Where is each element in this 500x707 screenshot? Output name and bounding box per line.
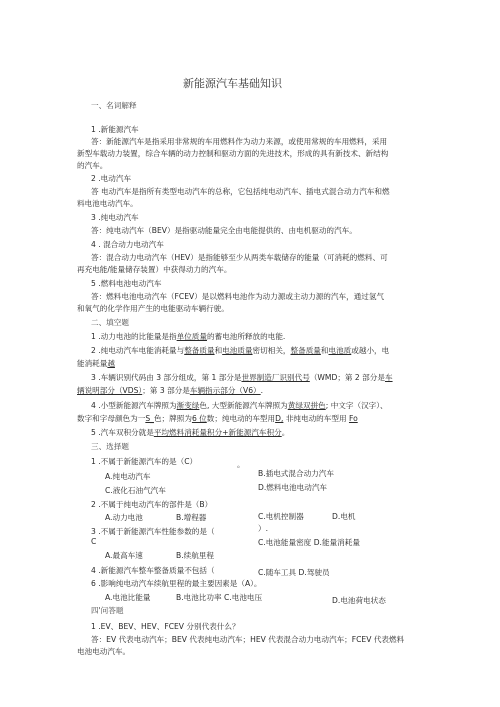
fill-text: 数；纯电动的车型用 [206,414,276,423]
choice-option: C.液化石油气汽车 [105,486,166,495]
fill-text: ；第 3 部分是 [142,386,190,395]
choice-option: B.增程器 [176,513,207,522]
section-heading-qa: 四'问答题 [91,606,124,615]
fill-answer: 世界制造厂识别代号 [241,373,310,382]
fill-answer: 辆说明部分（VDS） [77,386,143,395]
fill-text: 密切相关， [252,346,291,355]
section-heading-fill: 二、填空题 [91,318,129,327]
fill-answer: 整备质量 [184,346,215,355]
fill-text: 数字和字母颜色为一 [77,414,146,423]
fill-answer: 黄绿双拼色 [287,401,326,410]
choice-option: A.动力电池 [105,513,143,522]
choice-option: D.电池荷电状态 [332,596,386,605]
fill-answer: Fo [348,414,358,423]
fill-text: 非纯电动的车型用 [283,414,349,423]
fill-question-3 [91,373,393,383]
fill-text: 5 .汽车双积分就是 [91,428,154,437]
section-heading-terms: 一、名词解释 [91,101,137,110]
fill-text: ; 中文字（汉字）、 [325,401,388,410]
choice-question-1: 1 .不属于新能源汽车的是（C） [91,457,198,466]
fill-question-3-cont [77,386,263,396]
fill-question-2 [91,346,389,356]
term-heading: 2 .电动汽车 [91,174,132,183]
term-answer-line: 的汽车。 [77,161,108,170]
fill-answer: 平均燃料消耗量积分+新能源汽车积分 [153,428,282,437]
choice-answer: C [91,537,97,546]
choice-mark: 。 [237,460,245,469]
fill-answer: 车 [384,373,393,382]
fill-answer: 电池质量 [222,346,253,355]
fill-question-2-cont [77,359,115,369]
fill-answer: 车辆指示部分（V6） [189,386,261,395]
fill-question-1 [91,332,285,342]
fill-text: 3 .车辆识别代码由 3 部分组成，第 1 部分是 [91,373,242,382]
fill-text: （WMD；第 2 部分是 [309,373,385,382]
fill-question-4 [91,401,388,411]
term-answer-line: 答：纯电动汽车（BEV）是指驱动能量完全由电能提供的、由电机驱动的汽车。 [91,226,357,235]
choice-option: A.电池比能量 [105,593,151,602]
choice-option: D.电机 [332,512,356,521]
choice-option: A.纯电动汽车 [105,472,151,481]
fill-answer: 单位质量 [176,332,207,341]
fill-text: 4 .小型新能源汽车牌照为 [91,401,177,410]
term-heading: 4 . 混合动力电动汽车 [91,240,164,249]
choice-option: B.插电式混合动力汽车 [258,469,334,478]
term-answer-line: 答：新能源汽车是指采用非常规的车用燃料作为动力来源，或使用常规的车用燃料，采用 [91,137,388,146]
fill-text: 的蓄电池所释放的电能. [206,332,286,341]
fill-answer: 越 [107,359,115,368]
choice-option: D.燃料电池电动汽车 [258,483,328,492]
term-answer-line: 答 电动汽车是指所有类型电动汽车的总称，它包括纯电动汽车、插电式混合动力汽车和燃 [91,187,390,196]
section-heading-choice: 三、选择题 [91,442,129,451]
choice-option: B.续航里程 [176,551,214,560]
fill-answer: S_ [145,414,154,423]
term-heading: 3 .纯电动汽车 [91,213,139,222]
fill-text: 色, 大型新能源汽车牌照为 [199,401,288,410]
qa-answer-line: 答：EV 代表电动汽车；BEV 代表纯电动汽车；HEV 代表混合动力电动汽车；FCEV 代表燃料 [91,635,405,644]
choice-option: C.电池能量密度 D.能量消耗量 [258,538,360,547]
term-answer-line: 再充电能/能量储存装置）中获得动力的汽车。 [77,265,232,274]
term-answer-line: 新型车载动力装置，综合车辆的动力控制和驱动方面的先进技术，形成的具有新技术、新结构 [77,149,389,158]
qa-question-1: 1 .EV、BEV、HEV、FCEV 分别代表什么？ [91,622,240,631]
term-answer-line: 答：混合动力电动汽车（HEV）是指能够至少从两类车载储存的能量（可消耗的燃料、可 [91,253,388,262]
fill-text: 能消耗量 [77,359,108,368]
choice-option: C.随车工具 D.驾驶员 [258,568,330,577]
document-title: 新能源汽车基础知识 [183,77,282,90]
fill-text: . [260,386,264,395]
fill-answer: D, [275,414,284,423]
fill-question-4-cont [77,414,358,424]
choice-option: C.电机控制器 [258,512,304,521]
fill-answer: 整备质量 [290,346,321,355]
fill-text: 2 .纯电动汽车电能消耗量与 [91,346,185,355]
choice-question-2: 2 .不属于纯电动汽车的部件是（B） [91,500,213,509]
fill-text: 和 [320,346,329,355]
fill-text: 。 [281,428,290,437]
term-answer-line: 答：燃料电池电动汽车（FCEV）是以燃料电池作为动力源或主动力源的汽车，通过氢气 [91,292,385,301]
fill-question-5 [91,428,289,438]
fill-text: 色；牌照为 [153,414,192,423]
fill-text: 1 .动力电池的比能量是指 [91,332,177,341]
choice-question-3: 3 .不属于新能源汽车性能参数的是（ [91,527,215,536]
term-heading: 5 .燃料电池电动汽车 [91,279,162,288]
choice-question-6: 6 .影响纯电动汽车续航里程的最主要因素是（A）。 [91,579,262,588]
choice-option: B.电池比功率 C.电池电压 [176,593,263,602]
fill-text: 或越小，电 [351,346,390,355]
qa-answer-line: 电池电动汽车。 [77,647,131,656]
fill-answer: 6 位 [191,414,207,423]
choice-question-4: 4 .新能源汽车整车整备质量不包括（ [91,566,215,575]
term-answer-line: 和氧气的化学作用产生的电能驱动车辆行驶。 [77,304,229,313]
choice-mark: ）. [258,524,269,533]
fill-answer: 渐变绿 [176,401,200,410]
choice-option: A.最高车速 [105,551,143,560]
term-heading: 1 .新能源汽车 [91,125,139,134]
fill-text: 和 [214,346,223,355]
fill-answer: 电池质 [328,346,352,355]
term-answer-line: 料电池电动汽车。 [77,199,138,208]
